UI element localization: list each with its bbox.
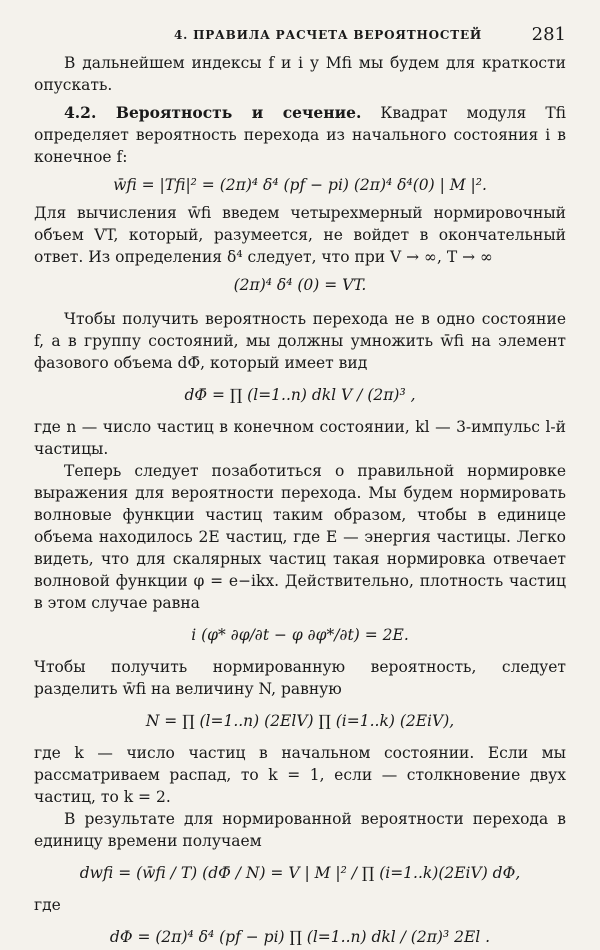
formula-phase-volume: dΦ̄ = ∏ (l=1..n) dkl V / (2π)³ , [184, 386, 416, 404]
formula-normalized-probability: dwfi = (w̄fi / T) (dΦ̄ / N) = V | M |² / ∏ (i=1..k)(2EiV) dΦ, [79, 864, 521, 882]
paragraph-4: Чтобы получить вероятность перехода не в одно состояние f, а в группу состояний, мы должны умножить w̄fi на элемент фазового объема dΦ̄, который имеет вид [34, 310, 566, 372]
page-number: 281 [531, 24, 566, 45]
page-header [34, 22, 566, 52]
paragraph-10: где [34, 896, 61, 914]
page-body [34, 52, 566, 950]
paragraph-9: В результате для нормированной вероятности перехода в единицу времени получаем [34, 810, 566, 850]
formula-density: i (φ* ∂φ/∂t − φ ∂φ*/∂t) = 2E. [191, 626, 409, 644]
formula-phase-element: dΦ = (2π)⁴ δ⁴ (pf − pi) ∏ (l=1..n) dkl / (2π)³ 2El . [109, 928, 491, 946]
paragraph-2-text: Квадрат модуля Tfi определяет вероятность перехода из начального состояния i в конечное f: [34, 104, 566, 166]
paragraph-5: где n — число частиц в конечном состоянии, kl — 3-импульс l-й частицы. [34, 418, 566, 458]
paragraph-7: Чтобы получить нормированную вероятность, следует разделить w̄fi на величину N, равную [34, 658, 566, 698]
section-heading: 4.2. Вероятность и сечение. [64, 103, 362, 122]
paragraph-3: Для вычисления w̄fi введем четырехмерный нормировочный объем VT, который, разумеется, не войдет в окончательный ответ. Из определения δ⁴ следует, что при V → ∞, T → ∞ [34, 204, 566, 266]
paragraph-6: Теперь следует позаботиться о правильной нормировке выражения для вероятности перехода. Мы будем нормировать волновые функции частиц таким образом, чтобы в единице объема находилось 2E частиц, где E — энергия частицы. Легко видеть, что для скалярных частиц такая нормировка отвечает волновой функции φ = e−ikx. Действительно, плотность частиц в этом случае равна [34, 462, 566, 612]
formula-transition-probability: w̄fi = |Tfi|² = (2π)⁴ δ⁴ (pf − pi) (2π)⁴ δ⁴(0) | M |². [113, 176, 487, 194]
paragraph-1: В дальнейшем индексы f и i у Mfi мы будем для краткости опускать. [34, 54, 566, 94]
paragraph-8: где k — число частиц в начальном состоянии. Если мы рассматриваем распад, то k = 1, если — столкновение двух частиц, то k = 2. [34, 744, 566, 806]
formula-volume: (2π)⁴ δ⁴ (0) = VT. [233, 276, 367, 294]
formula-normalization: N = ∏ (l=1..n) (2ElV) ∏ (i=1..k) (2EiV), [145, 712, 455, 730]
running-head: 4. ПРАВИЛА РАСЧЕТА ВЕРОЯТНОСТЕЙ [174, 28, 483, 42]
paragraph-2 [34, 102, 566, 168]
